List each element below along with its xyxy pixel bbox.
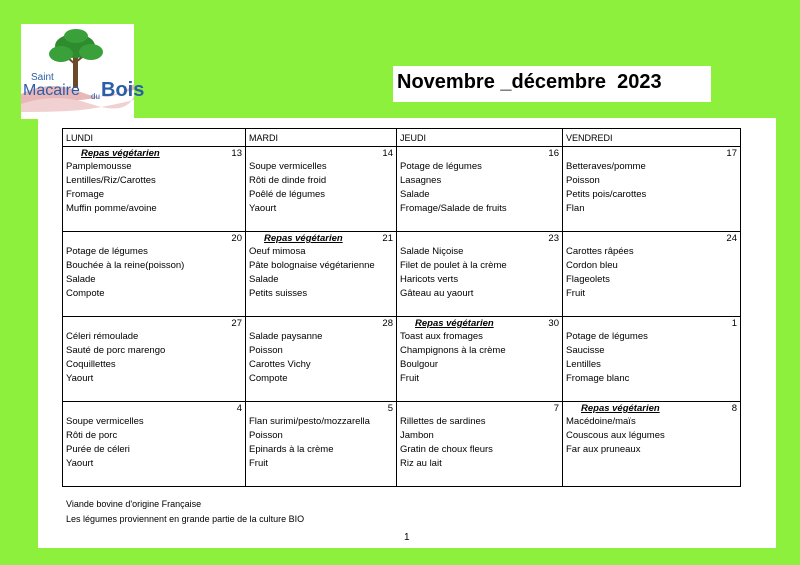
meal-item: Flan surimi/pesto/mozzarella [249, 416, 370, 427]
meal-item: Fruit [400, 373, 419, 384]
meal-item: Rillettes de sardines [400, 416, 486, 427]
meal-list [66, 160, 157, 216]
meal-item: Poisson [566, 175, 600, 186]
day-number: 24 [726, 233, 737, 244]
meal-item: Lasagnes [400, 175, 442, 186]
meal-item: Poisson [249, 430, 283, 441]
meal-list [66, 415, 144, 471]
meal-item: Yaourt [66, 373, 94, 384]
meal-item: Muffin pomme/avoine [66, 203, 157, 214]
day-cell [397, 147, 563, 232]
meal-item: Compote [66, 288, 105, 299]
week-row [63, 402, 741, 487]
meal-list [566, 415, 665, 457]
meal-item: Salade [249, 274, 279, 285]
meal-item: Bouchée à la reine(poisson) [66, 260, 185, 271]
meal-item: Rôti de porc [66, 430, 118, 441]
logo-text-bois: Bois [101, 79, 145, 101]
day-number: 4 [236, 403, 242, 414]
meal-item: Salade [400, 189, 430, 200]
day-number: 1 [731, 318, 737, 329]
meal-item: Carottes râpées [566, 246, 634, 257]
day-cell [63, 317, 246, 402]
meal-item: Macédoine/maïs [566, 416, 636, 427]
meal-item: Soupe vermicelles [249, 161, 327, 172]
meal-item: Champignons à la crème [400, 345, 506, 356]
logo [21, 24, 145, 119]
meal-item: Haricots verts [400, 274, 459, 285]
meal-item: Cordon bleu [566, 260, 618, 271]
logo-text-du: du [91, 92, 100, 101]
day-cell [563, 402, 741, 487]
day-number: 16 [548, 148, 559, 159]
day-number: 5 [387, 403, 393, 414]
logo-text-macaire: Macaire [23, 82, 80, 99]
meal-item: Pamplemousse [66, 161, 132, 172]
meal-item: Fromage [66, 189, 105, 200]
vegetarian-label: Repas végétarien [581, 403, 660, 414]
footer-note: Les légumes proviennent en grande partie de la culture BIO [66, 514, 305, 524]
day-cell [397, 402, 563, 487]
meal-list [66, 245, 184, 301]
meal-item: Flan [566, 203, 585, 214]
day-cell [63, 147, 246, 232]
day-cell [246, 232, 397, 317]
meal-item: Carottes Vichy [249, 359, 311, 370]
day-header: MARDI [246, 129, 397, 147]
day-header: LUNDI [63, 129, 246, 147]
day-number: 7 [553, 403, 559, 414]
meal-item: Compote [249, 373, 288, 384]
day-cell [246, 317, 397, 402]
meal-item: Potage de légumes [400, 161, 482, 172]
meal-list [566, 160, 646, 216]
vegetarian-label: Repas végétarien [415, 318, 494, 329]
meal-list [566, 245, 634, 301]
meal-item: Gratin de choux fleurs [400, 444, 493, 455]
day-number: 14 [382, 148, 393, 159]
day-cell [563, 232, 741, 317]
meal-item: Potage de légumes [66, 246, 148, 257]
day-cell [397, 317, 563, 402]
meal-item: Poisson [249, 345, 283, 356]
week-row [63, 232, 741, 317]
day-cell [563, 317, 741, 402]
meal-list [249, 415, 370, 471]
meal-item: Saucisse [566, 345, 605, 356]
meal-item: Riz au lait [400, 458, 442, 469]
meal-item: Yaourt [249, 203, 277, 214]
day-cell [246, 402, 397, 487]
day-cell [63, 402, 246, 487]
meal-item: Salade [66, 274, 96, 285]
menu-sheet [38, 118, 776, 548]
meal-item: Potage de légumes [566, 331, 648, 342]
meal-item: Purée de céleri [66, 444, 130, 455]
week-row [63, 317, 741, 402]
meal-item: Toast aux fromages [400, 331, 483, 342]
meal-item: Fruit [566, 288, 585, 299]
meal-list [566, 330, 648, 386]
day-number: 17 [726, 148, 737, 159]
meal-item: Couscous aux légumes [566, 430, 665, 441]
meal-item: Rôti de dinde froid [249, 175, 327, 186]
meal-item: Sauté de porc marengo [66, 345, 166, 356]
meal-item: Salade paysanne [249, 331, 323, 342]
meal-item: Fromage blanc [566, 373, 630, 384]
meal-item: Petits pois/carottes [566, 189, 647, 200]
day-number: 20 [231, 233, 242, 244]
meal-item: Gâteau au yaourt [400, 288, 474, 299]
meal-item: Fruit [249, 458, 268, 469]
meal-item: Soupe vermicelles [66, 416, 144, 427]
meal-list [400, 415, 493, 471]
day-header: VENDREDI [563, 129, 741, 147]
meal-list [400, 160, 507, 216]
day-header: JEUDI [397, 129, 563, 147]
meal-list [66, 330, 165, 386]
meal-item: Jambon [400, 430, 434, 441]
day-number: 8 [731, 403, 737, 414]
meal-item: Petits suisses [249, 288, 308, 299]
meal-list [249, 245, 375, 301]
meal-item: Epinards à la crème [249, 444, 334, 455]
meal-item: Poêlé de légumes [249, 189, 326, 200]
day-number: 23 [548, 233, 559, 244]
meal-item: Far aux pruneaux [566, 444, 641, 455]
week-row [63, 147, 741, 232]
meal-item: Lentilles [566, 359, 601, 370]
meal-item: Céleri rémoulade [66, 331, 139, 342]
day-number: 30 [548, 318, 559, 329]
meal-item: Betteraves/pomme [566, 161, 646, 172]
day-cell [63, 232, 246, 317]
page-number: 1 [404, 532, 410, 543]
meal-list [249, 330, 322, 386]
meal-list [400, 245, 507, 301]
meal-item: Coquillettes [66, 359, 116, 370]
vegetarian-label: Repas végétarien [81, 148, 160, 159]
day-cell [563, 147, 741, 232]
meal-item: Filet de poulet à la crème [400, 260, 507, 271]
title-box [393, 66, 711, 102]
meal-item: Lentilles/Riz/Carottes [66, 175, 156, 186]
meal-item: Salade Niçoise [400, 246, 464, 257]
day-number: 27 [231, 318, 242, 329]
day-cell [246, 147, 397, 232]
day-cell [397, 232, 563, 317]
menu-table [62, 128, 741, 487]
footer-note: Viande bovine d'origine Française [66, 499, 202, 509]
meal-item: Pâte bolognaise végétarienne [249, 260, 375, 271]
meal-item: Yaourt [66, 458, 94, 469]
day-number: 13 [231, 148, 242, 159]
day-header-row [63, 129, 741, 147]
meal-item: Flageolets [566, 274, 610, 285]
meal-item: Fromage/Salade de fruits [400, 203, 507, 214]
meal-item: Boulgour [400, 359, 439, 370]
page-title: Novembre _décembre 2023 [397, 71, 662, 93]
meal-item: Oeuf mimosa [249, 246, 306, 257]
day-number: 28 [382, 318, 393, 329]
vegetarian-label: Repas végétarien [264, 233, 343, 244]
meal-list [400, 330, 506, 386]
menu-body [63, 147, 741, 487]
logo-text-saint: Saint [31, 72, 54, 83]
day-number: 21 [382, 233, 393, 244]
meal-list [249, 160, 327, 216]
